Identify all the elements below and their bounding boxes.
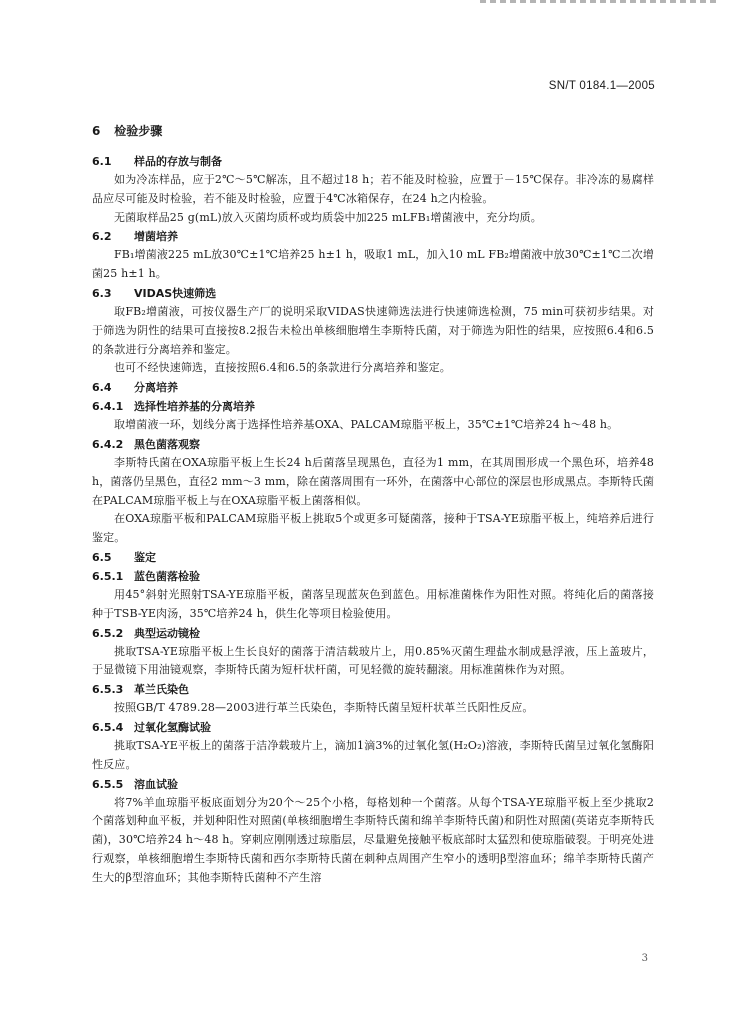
subsection-heading (92, 624, 654, 643)
section-number: 6 (92, 124, 101, 138)
subsection-title: 分离培养 (134, 381, 178, 395)
subsection-title: 过氧化氢酶试验 (134, 720, 211, 734)
subsection-heading (92, 152, 654, 171)
section-heading (92, 122, 654, 140)
paragraph: 无菌取样品25 g(mL)放入灭菌均质杯或均质袋中加225 mLFB₁增菌液中，充分均质。 (114, 210, 542, 224)
scan-artifact (480, 0, 720, 3)
subsection-title: 黑色菌落观察 (134, 437, 200, 451)
page-number: 3 (641, 953, 648, 964)
subsection-heading (92, 378, 654, 397)
paragraph: 如为冷冻样品，应于2℃～5℃解冻，且不超过18 h；若不能及时检验，应置于－15℃保存。非冷冻的易腐样品应尽可能及时检验，若不能及时检验，应置于4℃冰箱保存，在24 h之内检验。 (92, 173, 654, 205)
paragraph: 用45°斜射光照射TSA-YE琼脂平板，菌落呈现蓝灰色到蓝色。用标准菌株作为阳性对照。将纯化后的菌落接种于TSB-YE肉汤，35℃培养24 h，供生化等项目检验使用。 (92, 587, 654, 620)
subsection-heading (92, 567, 654, 586)
subsection-number: 6.4.2 (92, 437, 124, 451)
subsection-number: 6.5.5 (92, 777, 124, 791)
subsection-number: 6.3 (92, 286, 112, 300)
subsection-number: 6.5 (92, 550, 112, 564)
subsection-heading (92, 548, 654, 567)
subsection-number: 6.4 (92, 381, 112, 395)
paragraph: 李斯特氏菌在OXA琼脂平板上生长24 h后菌落呈现黑色，直径为1 mm，在其周围形成一个黑色环，培养48 h，菌落仍呈黑色，直径2 mm～3 mm，除在菌落周围有一环外，在菌落中心部位的深层也形成黑点。李斯特氏菌在PALCAM琼脂平板上与在OXA琼脂平板上菌落相似。 (92, 455, 654, 507)
subsection-heading (92, 775, 654, 794)
standard-number: SN/T 0184.1—2005 (548, 80, 655, 92)
subsection-title: VIDAS快速筛选 (134, 286, 217, 300)
paragraph: 挑取TSA-YE平板上的菌落于洁净载玻片上，滴加1滴3%的过氧化氢(H₂O₂)溶液，李斯特氏菌呈过氧化氢酶阳性反应。 (92, 738, 654, 771)
paragraph: 也可不经快速筛选，直接按照6.4和6.5的条款进行分离培养和鉴定。 (114, 361, 451, 375)
paragraph: 将7%羊血琼脂平板底面划分为20个～25个小格，每格划种一个菌落。从每个TSA-YE琼脂平板上至少挑取2个菌落划种血平板，并划种阳性对照菌(单核细胞增生李斯特氏菌和绵羊李斯特氏菌)和阴性对照菌(英诺克李斯特氏菌)，30℃培养24 h～48 h。穿刺应刚刚透过琼脂层，尽量避免接触平板底部时太猛烈和使琼脂破裂。于明亮处进行观察，单核细胞增生李斯特氏菌和西尔李斯特氏菌在刺种点周围产生窄小的透明β型溶血环；绵羊李斯特氏菌产生大的β型溶血环；其他李斯特氏菌种不产生溶 (92, 795, 654, 884)
subsection-title: 增菌培养 (134, 230, 178, 244)
paragraph: 挑取TSA-YE琼脂平板上生长良好的菌落于清洁载玻片上，用0.85%灭菌生理盐水制成悬浮液，压上盖玻片，于显微镜下用油镜观察，李斯特氏菌为短杆状杆菌，可见轻微的旋转翻滚。用标准菌株作为对照。 (92, 644, 654, 677)
subsection-number: 6.4.1 (92, 400, 124, 414)
subsection-heading (92, 397, 654, 416)
subsection-title: 蓝色菌落检验 (134, 569, 200, 583)
document-body (92, 122, 654, 888)
subsection-number: 6.5.1 (92, 569, 124, 583)
section-blocks (92, 152, 654, 888)
subsection-title: 溶血试验 (134, 777, 178, 791)
paragraph: FB₁增菌液225 mL放30℃±1℃培养25 h±1 h，吸取1 mL，加入10 mL FB₂增菌液中放30℃±1℃二次增菌25 h±1 h。 (92, 248, 654, 281)
subsection-title: 典型运动镜检 (134, 626, 200, 640)
subsection-title: 选择性培养基的分离培养 (134, 400, 255, 414)
subsection-heading (92, 227, 654, 246)
subsection-heading (92, 680, 654, 699)
subsection-number: 6.5.3 (92, 683, 124, 697)
subsection-heading (92, 435, 654, 454)
section-title: 检验步骤 (114, 124, 163, 138)
paragraph: 取增菌液一环，划线分离于选择性培养基OXA、PALCAM琼脂平板上，35℃±1℃培养24 h～48 h。 (114, 418, 619, 432)
paragraph: 取FB₂增菌液，可按仪器生产厂的说明采取VIDAS快速筛选法进行快速筛选检测，75 min可获初步结果。对于筛选为阴性的结果可直接按8.2报告未检出单核细胞增生李斯特氏菌，对于筛选为阳性的结果，应按照6.4和6.5的条款进行分离培养和鉴定。 (92, 304, 654, 356)
subsection-title: 鉴定 (134, 550, 156, 564)
subsection-title: 革兰氏染色 (134, 683, 189, 697)
paragraph: 按照GB/T 4789.28—2003进行革兰氏染色，李斯特氏菌呈短杆状革兰氏阳性反应。 (114, 701, 534, 715)
subsection-heading (92, 284, 654, 303)
subsection-number: 6.5.4 (92, 720, 124, 734)
subsection-number: 6.1 (92, 155, 112, 168)
subsection-number: 6.2 (92, 230, 112, 244)
subsection-heading (92, 718, 654, 737)
subsection-number: 6.5.2 (92, 626, 124, 640)
subsection-title: 样品的存放与制备 (134, 155, 222, 168)
paragraph: 在OXA琼脂平板和PALCAM琼脂平板上挑取5个或更多可疑菌落，接种于TSA-YE琼脂平板上，纯培养后进行鉴定。 (92, 512, 654, 545)
